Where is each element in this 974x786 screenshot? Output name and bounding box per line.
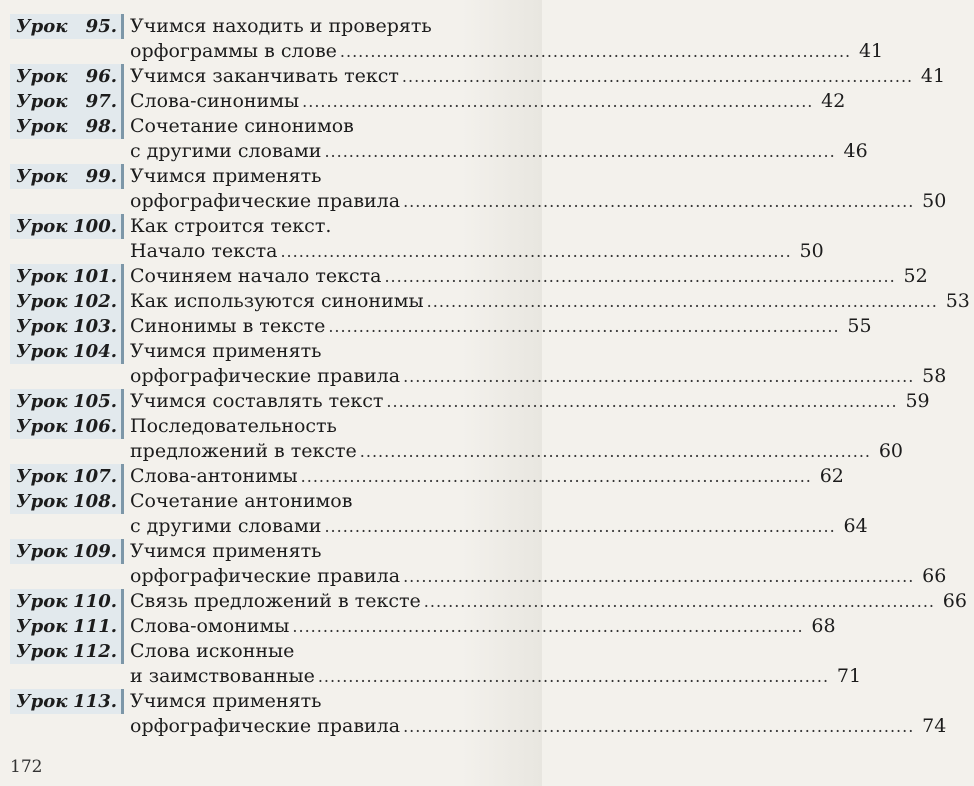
title-text: с другими словами xyxy=(130,515,322,537)
dot-leader xyxy=(280,239,791,264)
page-ref: 41 xyxy=(920,65,946,87)
lesson-number: 98. xyxy=(85,116,117,137)
lesson-number: 111. xyxy=(73,616,117,637)
page-ref: 50 xyxy=(799,240,824,262)
title-text: орфографические правила xyxy=(130,190,401,212)
lesson-title xyxy=(124,489,872,539)
title-text: Слова-синонимы xyxy=(130,90,300,112)
title-line xyxy=(130,589,967,614)
title-text: Слова исконные xyxy=(130,640,295,662)
dot-leader xyxy=(360,439,871,464)
lesson-title xyxy=(124,689,950,739)
title-line xyxy=(130,664,861,689)
lesson-word: Урок xyxy=(16,166,68,187)
page-ref: 66 xyxy=(942,590,967,612)
lesson-number: 97. xyxy=(85,91,117,112)
lesson-label xyxy=(10,64,124,89)
title-line xyxy=(130,639,861,664)
title-line xyxy=(130,114,868,139)
lesson-word: Урок xyxy=(16,91,68,112)
lesson-number: 110. xyxy=(73,591,117,612)
title-text: Сочиняем начало текста xyxy=(130,265,382,287)
lesson-word: Урок xyxy=(16,591,68,612)
title-line xyxy=(130,614,836,639)
dot-leader xyxy=(318,664,829,689)
page-ref: 74 xyxy=(922,715,947,737)
page-ref: 53 xyxy=(945,290,970,312)
title-text: Учимся применять xyxy=(130,690,322,712)
toc-entry xyxy=(10,64,946,89)
lesson-label xyxy=(10,14,124,39)
lesson-label xyxy=(10,389,124,414)
lesson-title xyxy=(124,264,932,289)
page-ref: 71 xyxy=(836,665,862,687)
title-line xyxy=(130,289,970,314)
title-line xyxy=(130,564,946,589)
lesson-word: Урок xyxy=(16,466,68,487)
title-line xyxy=(130,339,946,364)
lesson-title xyxy=(124,289,974,314)
title-line xyxy=(130,214,824,239)
lesson-number: 112. xyxy=(73,641,117,662)
lesson-number: 108. xyxy=(73,491,117,512)
title-text: орфограммы в слове xyxy=(130,40,337,62)
title-line xyxy=(130,464,844,489)
lesson-word: Урок xyxy=(16,416,68,437)
page-ref: 62 xyxy=(819,465,844,487)
lesson-title xyxy=(124,339,950,389)
lesson-label xyxy=(10,414,124,439)
dot-leader xyxy=(384,264,895,289)
toc-entry xyxy=(10,289,970,314)
lesson-title xyxy=(124,389,934,414)
title-text: Связь предложений в тексте xyxy=(130,590,421,612)
title-line xyxy=(130,189,946,214)
title-text: Учимся заканчивать текст xyxy=(130,65,399,87)
title-text: Синонимы в тексте xyxy=(130,315,326,337)
lesson-number: 105. xyxy=(73,391,117,412)
lesson-word: Урок xyxy=(16,266,68,287)
lesson-number: 113. xyxy=(73,691,117,712)
dot-leader xyxy=(402,64,913,89)
title-line xyxy=(130,89,845,114)
lesson-label xyxy=(10,214,124,239)
toc-entry xyxy=(10,489,868,539)
dot-leader xyxy=(292,614,803,639)
lesson-word: Урок xyxy=(16,541,68,562)
page-ref: 46 xyxy=(843,140,868,162)
lesson-label xyxy=(10,164,124,189)
title-line xyxy=(130,489,868,514)
title-text: Учимся находить и проверять xyxy=(130,15,432,37)
title-line xyxy=(130,414,903,439)
dot-leader xyxy=(427,289,938,314)
dot-leader xyxy=(403,364,914,389)
title-line xyxy=(130,14,883,39)
lesson-title xyxy=(124,164,950,214)
lesson-number: 107. xyxy=(73,466,117,487)
title-text: предложений в тексте xyxy=(130,440,357,462)
title-line xyxy=(130,539,946,564)
lesson-word: Урок xyxy=(16,691,68,712)
page-ref: 55 xyxy=(847,315,872,337)
lesson-title xyxy=(124,14,887,64)
lesson-title xyxy=(124,89,849,114)
title-line xyxy=(130,364,946,389)
lesson-title xyxy=(124,64,949,89)
page-ref: 41 xyxy=(858,40,884,62)
title-line xyxy=(130,164,946,189)
table-of-contents xyxy=(10,14,970,739)
title-line xyxy=(130,439,903,464)
title-line xyxy=(130,64,945,89)
title-line xyxy=(130,689,946,714)
lesson-word: Урок xyxy=(16,616,68,637)
dot-leader xyxy=(324,139,835,164)
lesson-number: 102. xyxy=(73,291,117,312)
lesson-label xyxy=(10,264,124,289)
title-text: Слова-антонимы xyxy=(130,465,298,487)
lesson-title xyxy=(124,414,907,464)
title-line xyxy=(130,264,928,289)
title-line xyxy=(130,139,868,164)
lesson-number: 100. xyxy=(73,216,117,237)
title-text: и заимствованные xyxy=(130,665,315,687)
page-ref: 66 xyxy=(922,565,947,587)
toc-entry xyxy=(10,689,947,739)
dot-leader xyxy=(403,189,914,214)
lesson-label xyxy=(10,314,124,339)
lesson-word: Урок xyxy=(16,291,68,312)
lesson-number: 104. xyxy=(73,341,117,362)
lesson-label xyxy=(10,689,124,714)
toc-entry xyxy=(10,164,947,214)
title-line xyxy=(130,714,946,739)
title-text: Начало текста xyxy=(130,240,278,262)
lesson-title xyxy=(124,614,840,639)
page-ref: 52 xyxy=(903,265,928,287)
toc-entry xyxy=(10,639,862,689)
lesson-label xyxy=(10,539,124,564)
lesson-number: 96. xyxy=(85,66,117,87)
title-text: Учимся применять xyxy=(130,165,322,187)
lesson-number: 95. xyxy=(85,16,117,37)
lesson-label xyxy=(10,489,124,514)
toc-entry xyxy=(10,389,930,414)
lesson-word: Урок xyxy=(16,491,68,512)
page-ref: 59 xyxy=(905,390,930,412)
toc-entry xyxy=(10,314,872,339)
lesson-number: 109. xyxy=(73,541,117,562)
page-ref: 42 xyxy=(821,90,846,112)
toc-entry xyxy=(10,89,846,114)
title-line xyxy=(130,39,883,64)
lesson-title xyxy=(124,464,848,489)
dot-leader xyxy=(340,39,851,64)
dot-leader xyxy=(386,389,897,414)
title-text: орфографические правила xyxy=(130,715,401,737)
toc-entry xyxy=(10,589,967,614)
lesson-number: 101. xyxy=(73,266,117,287)
lesson-title xyxy=(124,114,872,164)
title-line xyxy=(130,514,868,539)
lesson-label xyxy=(10,464,124,489)
lesson-title xyxy=(124,589,971,614)
dot-leader xyxy=(328,314,839,339)
lesson-word: Урок xyxy=(16,641,68,662)
lesson-title xyxy=(124,214,828,264)
toc-entry xyxy=(10,464,844,489)
dot-leader xyxy=(424,589,935,614)
lesson-word: Урок xyxy=(16,216,68,237)
title-text: Учимся применять xyxy=(130,540,322,562)
page-ref: 60 xyxy=(878,440,904,462)
title-text: орфографические правила xyxy=(130,565,401,587)
dot-leader xyxy=(301,464,812,489)
page-ref: 68 xyxy=(811,615,836,637)
toc-entry xyxy=(10,214,824,264)
lesson-label xyxy=(10,114,124,139)
dot-leader xyxy=(324,514,835,539)
lesson-label xyxy=(10,614,124,639)
title-text: Как используются синонимы xyxy=(130,290,424,312)
toc-entry xyxy=(10,614,836,639)
lesson-label xyxy=(10,589,124,614)
title-text: Учимся составлять текст xyxy=(130,390,384,412)
title-line xyxy=(130,314,872,339)
toc-entry xyxy=(10,339,947,389)
dot-leader xyxy=(403,714,914,739)
lesson-label xyxy=(10,339,124,364)
lesson-title xyxy=(124,314,876,339)
title-text: Последовательность xyxy=(130,415,337,437)
lesson-word: Урок xyxy=(16,16,68,37)
page-ref: 58 xyxy=(922,365,947,387)
lesson-word: Урок xyxy=(16,116,68,137)
lesson-title xyxy=(124,539,950,589)
title-line xyxy=(130,239,824,264)
title-text: орфографические правила xyxy=(130,365,401,387)
lesson-label xyxy=(10,639,124,664)
toc-entry xyxy=(10,114,868,164)
page-ref: 50 xyxy=(922,190,947,212)
lesson-number: 103. xyxy=(73,316,117,337)
lesson-number: 106. xyxy=(73,416,117,437)
toc-entry xyxy=(10,14,884,64)
title-text: Учимся применять xyxy=(130,340,322,362)
title-text: Как строится текст. xyxy=(130,215,332,237)
toc-entry xyxy=(10,539,947,589)
lesson-label xyxy=(10,289,124,314)
toc-entry xyxy=(10,414,904,464)
title-line xyxy=(130,389,930,414)
lesson-number: 99. xyxy=(85,166,117,187)
dot-leader xyxy=(403,564,914,589)
lesson-word: Урок xyxy=(16,316,68,337)
title-text: с другими словами xyxy=(130,140,322,162)
lesson-title xyxy=(124,639,865,689)
title-text: Сочетание синонимов xyxy=(130,115,354,137)
lesson-word: Урок xyxy=(16,66,68,87)
page-number: 172 xyxy=(10,757,43,777)
dot-leader xyxy=(302,89,813,114)
page-ref: 64 xyxy=(843,515,868,537)
lesson-word: Урок xyxy=(16,391,68,412)
toc-entry xyxy=(10,264,928,289)
lesson-label xyxy=(10,89,124,114)
title-text: Сочетание антонимов xyxy=(130,490,353,512)
lesson-word: Урок xyxy=(16,341,68,362)
title-text: Слова-омонимы xyxy=(130,615,290,637)
